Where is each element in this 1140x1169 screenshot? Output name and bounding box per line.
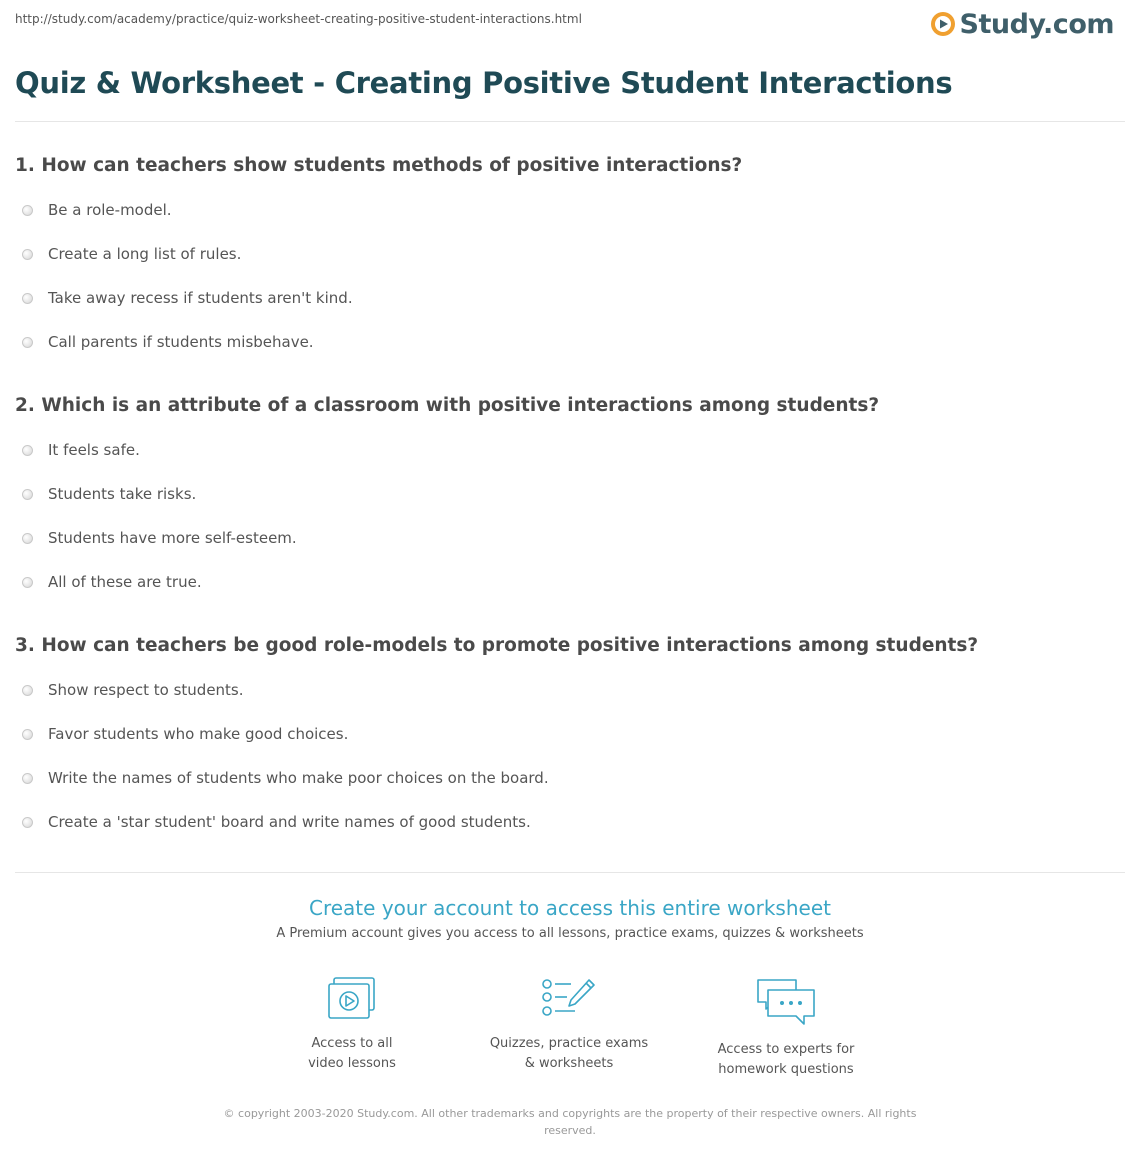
answer-option[interactable] (22, 243, 241, 265)
answer-label: All of these are true. (48, 573, 202, 591)
question-1: 1. How can teachers show students methods of positive interactions? (15, 155, 743, 176)
answer-label: Take away recess if students aren't kind. (48, 289, 353, 307)
video-lessons-icon (326, 976, 378, 1022)
question-2: 2. Which is an attribute of a classroom with positive interactions among students? (15, 395, 880, 416)
radio-button[interactable] (22, 293, 33, 304)
radio-button[interactable] (22, 249, 33, 260)
answer-option[interactable] (22, 811, 531, 833)
feature-quizzes (469, 976, 669, 1074)
answer-option[interactable] (22, 723, 348, 745)
feature-video-lessons (252, 976, 452, 1074)
study-logo[interactable] (930, 8, 1114, 40)
radio-button[interactable] (22, 817, 33, 828)
answer-option[interactable] (22, 679, 244, 701)
copyright-footer (215, 1105, 925, 1139)
feature-label-line: homework questions (718, 1062, 854, 1077)
content-divider (15, 872, 1125, 873)
answer-option[interactable] (22, 527, 297, 549)
answer-label: Students have more self-esteem. (48, 529, 297, 547)
answer-label: Show respect to students. (48, 681, 244, 699)
answer-label: Be a role-model. (48, 201, 172, 219)
question-3: 3. How can teachers be good role-models to promote positive interactions among students? (15, 635, 979, 656)
chat-bubbles-icon (754, 976, 818, 1028)
feature-label-line: Quizzes, practice exams (489, 1036, 649, 1051)
logo-text: Study.com (959, 8, 1114, 40)
answer-label: Call parents if students misbehave. (48, 333, 314, 351)
radio-button[interactable] (22, 337, 33, 348)
title-divider (15, 121, 1125, 122)
feature-label-line: video lessons (308, 1056, 396, 1071)
radio-button[interactable] (22, 729, 33, 740)
feature-label-line: Access to experts for (717, 1042, 855, 1057)
feature-label-line: & worksheets (524, 1056, 614, 1071)
radio-button[interactable] (22, 773, 33, 784)
page-title: Quiz & Worksheet - Creating Positive Student Interactions (15, 66, 953, 100)
answer-label: Favor students who make good choices. (48, 725, 349, 743)
answer-label: Students take risks. (48, 485, 197, 503)
radio-button[interactable] (22, 445, 33, 456)
answer-label: Create a 'star student' board and write names of good students. (48, 813, 531, 831)
answer-option[interactable] (22, 571, 202, 593)
answer-label: It feels safe. (48, 441, 140, 459)
answer-option[interactable] (22, 767, 549, 789)
answer-option[interactable] (22, 331, 314, 353)
play-logo-icon (930, 11, 956, 37)
radio-button[interactable] (22, 489, 33, 500)
answer-label: Create a long list of rules. (48, 245, 242, 263)
radio-button[interactable] (22, 205, 33, 216)
create-account-link[interactable]: Create your account to access this entire worksheet (309, 896, 831, 920)
answer-option[interactable] (22, 439, 140, 461)
answer-option[interactable] (22, 483, 196, 505)
answer-option[interactable] (22, 199, 172, 221)
answer-option[interactable] (22, 287, 353, 309)
radio-button[interactable] (22, 533, 33, 544)
premium-description: A Premium account gives you access to all lessons, practice exams, quizzes & worksheets (276, 926, 864, 941)
radio-button[interactable] (22, 577, 33, 588)
radio-button[interactable] (22, 685, 33, 696)
answer-label: Write the names of students who make poor choices on the board. (48, 769, 549, 787)
footer-line: © copyright 2003-2020 Study.com. All other trademarks and copyrights are the property of their respective owners. All rights (223, 1107, 917, 1120)
footer-line: reserved. (544, 1124, 596, 1137)
feature-label-line: Access to all (311, 1036, 393, 1051)
feature-experts (686, 976, 886, 1080)
page-url: http://study.com/academy/practice/quiz-worksheet-creating-positive-student-interactions.html (15, 12, 582, 26)
top-bar (0, 0, 1140, 44)
quiz-checklist-icon (541, 976, 597, 1022)
